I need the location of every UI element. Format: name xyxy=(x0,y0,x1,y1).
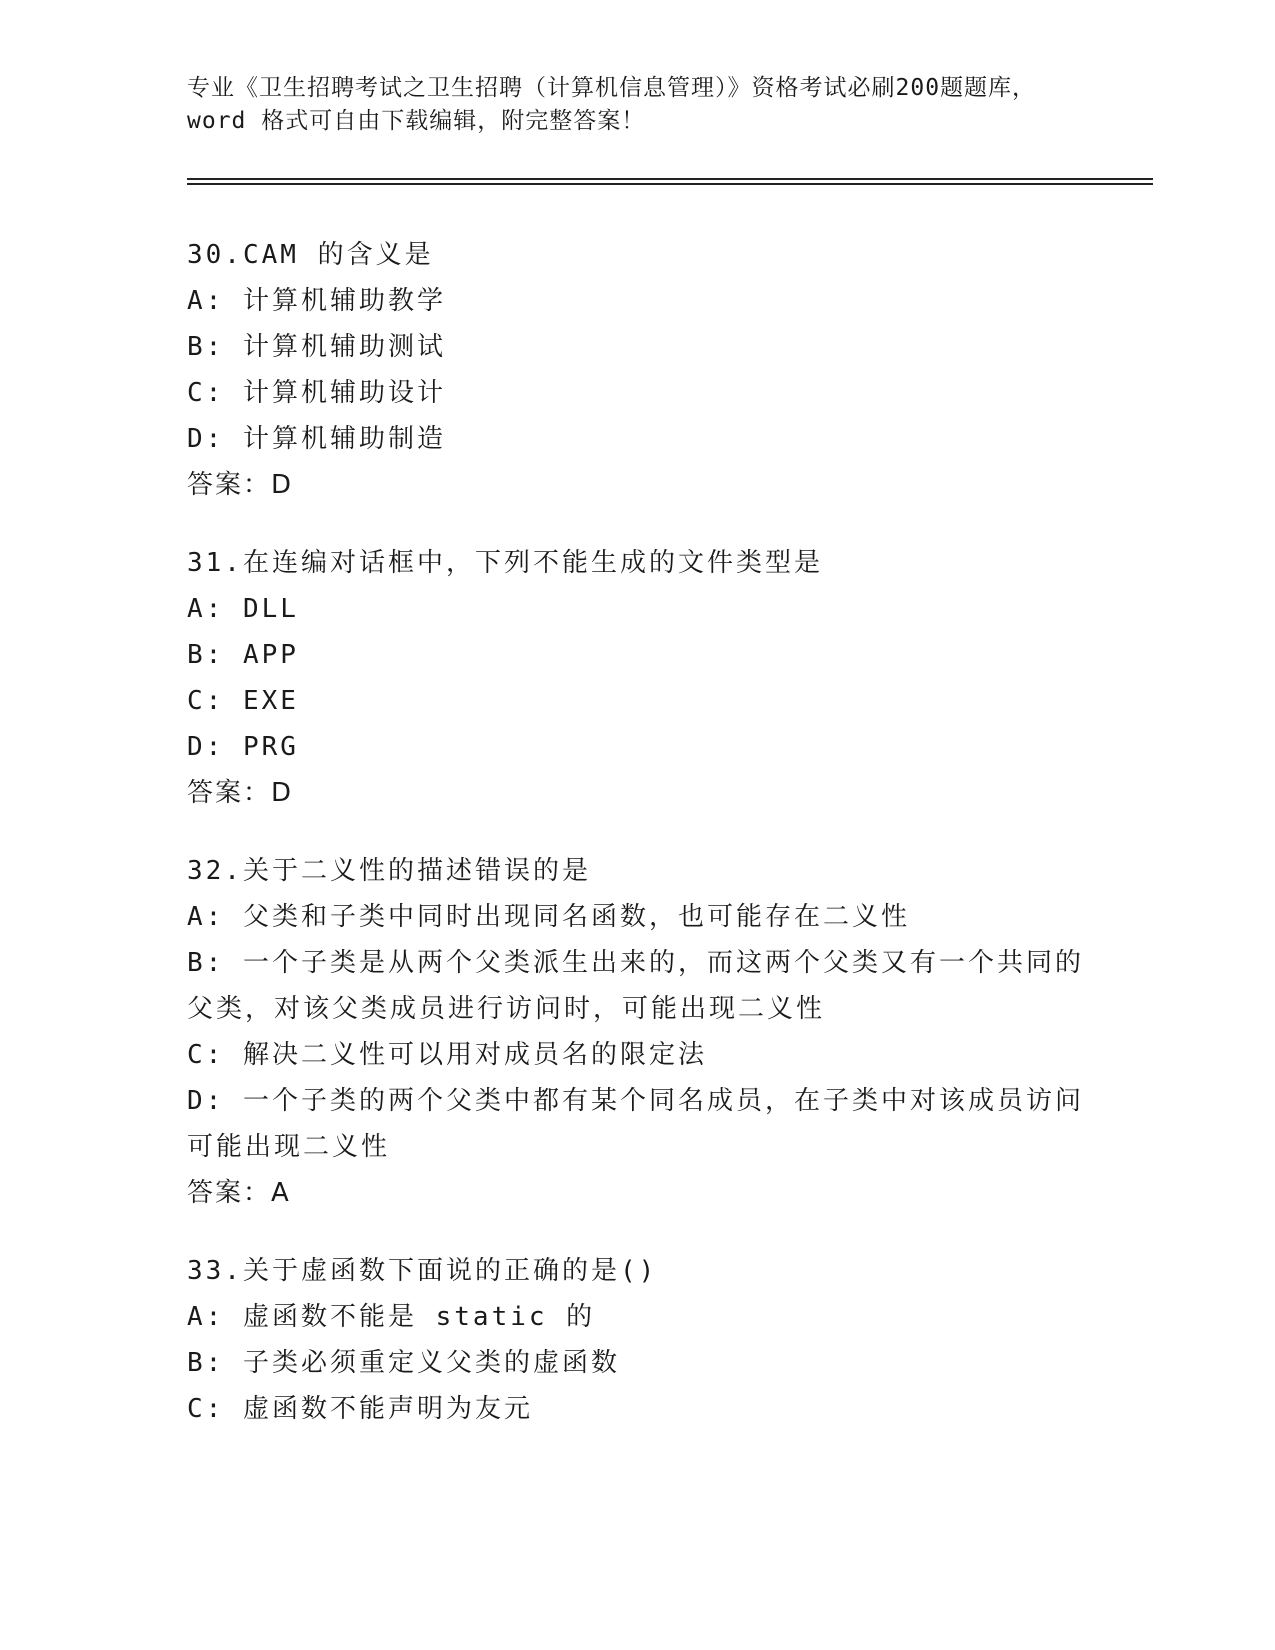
option-a: A: 父类和子类中同时出现同名函数，也可能存在二义性 xyxy=(187,902,910,932)
question-stem: 31.在连编对话框中，下列不能生成的文件类型是 xyxy=(187,548,823,578)
header-divider-top xyxy=(187,178,1153,180)
question-stem: 33.关于虚函数下面说的正确的是() xyxy=(187,1256,658,1286)
option-d: D: 一个子类的两个父类中都有某个同名成员，在子类中对该成员访问 xyxy=(187,1086,1084,1116)
option-d: D: 计算机辅助制造 xyxy=(187,424,446,454)
option-c: C: 虚函数不能声明为友元 xyxy=(187,1394,533,1424)
option-b: B: 一个子类是从两个父类派生出来的，而这两个父类又有一个共同的 xyxy=(187,948,1084,978)
answer-line: 答案：D xyxy=(187,470,294,500)
option-c: C: 解决二义性可以用对成员名的限定法 xyxy=(187,1040,707,1070)
header-title-line-1: 专业《卫生招聘考试之卫生招聘（计算机信息管理）》资格考试必刷200题题库， xyxy=(187,75,1037,101)
question-32 xyxy=(187,848,1087,1216)
question-31 xyxy=(187,540,1087,816)
question-stem: 30.CAM 的含义是 xyxy=(187,240,434,270)
header-divider-bottom xyxy=(187,183,1153,185)
option-b-continued: 父类，对该父类成员进行访问时，可能出现二义性 xyxy=(187,994,826,1024)
option-c: C: EXE xyxy=(187,686,299,716)
option-a: A: 计算机辅助教学 xyxy=(187,286,446,316)
option-a: A: 虚函数不能是 static 的 xyxy=(187,1302,596,1332)
answer-line: 答案：D xyxy=(187,778,294,808)
option-b: B: APP xyxy=(187,640,299,670)
option-b: B: 计算机辅助测试 xyxy=(187,332,446,362)
question-stem: 32.关于二义性的描述错误的是 xyxy=(187,856,591,886)
answer-line: 答案：A xyxy=(187,1178,291,1208)
option-a: A: DLL xyxy=(187,594,299,624)
question-33 xyxy=(187,1248,1087,1432)
question-list xyxy=(187,232,1087,1464)
document-header xyxy=(187,72,1087,138)
option-c: C: 计算机辅助设计 xyxy=(187,378,446,408)
option-b: B: 子类必须重定义父类的虚函数 xyxy=(187,1348,620,1378)
option-d: D: PRG xyxy=(187,732,299,762)
question-30 xyxy=(187,232,1087,508)
option-d-continued: 可能出现二义性 xyxy=(187,1132,391,1162)
header-title-line-2: word 格式可自由下载编辑，附完整答案！ xyxy=(187,108,646,134)
